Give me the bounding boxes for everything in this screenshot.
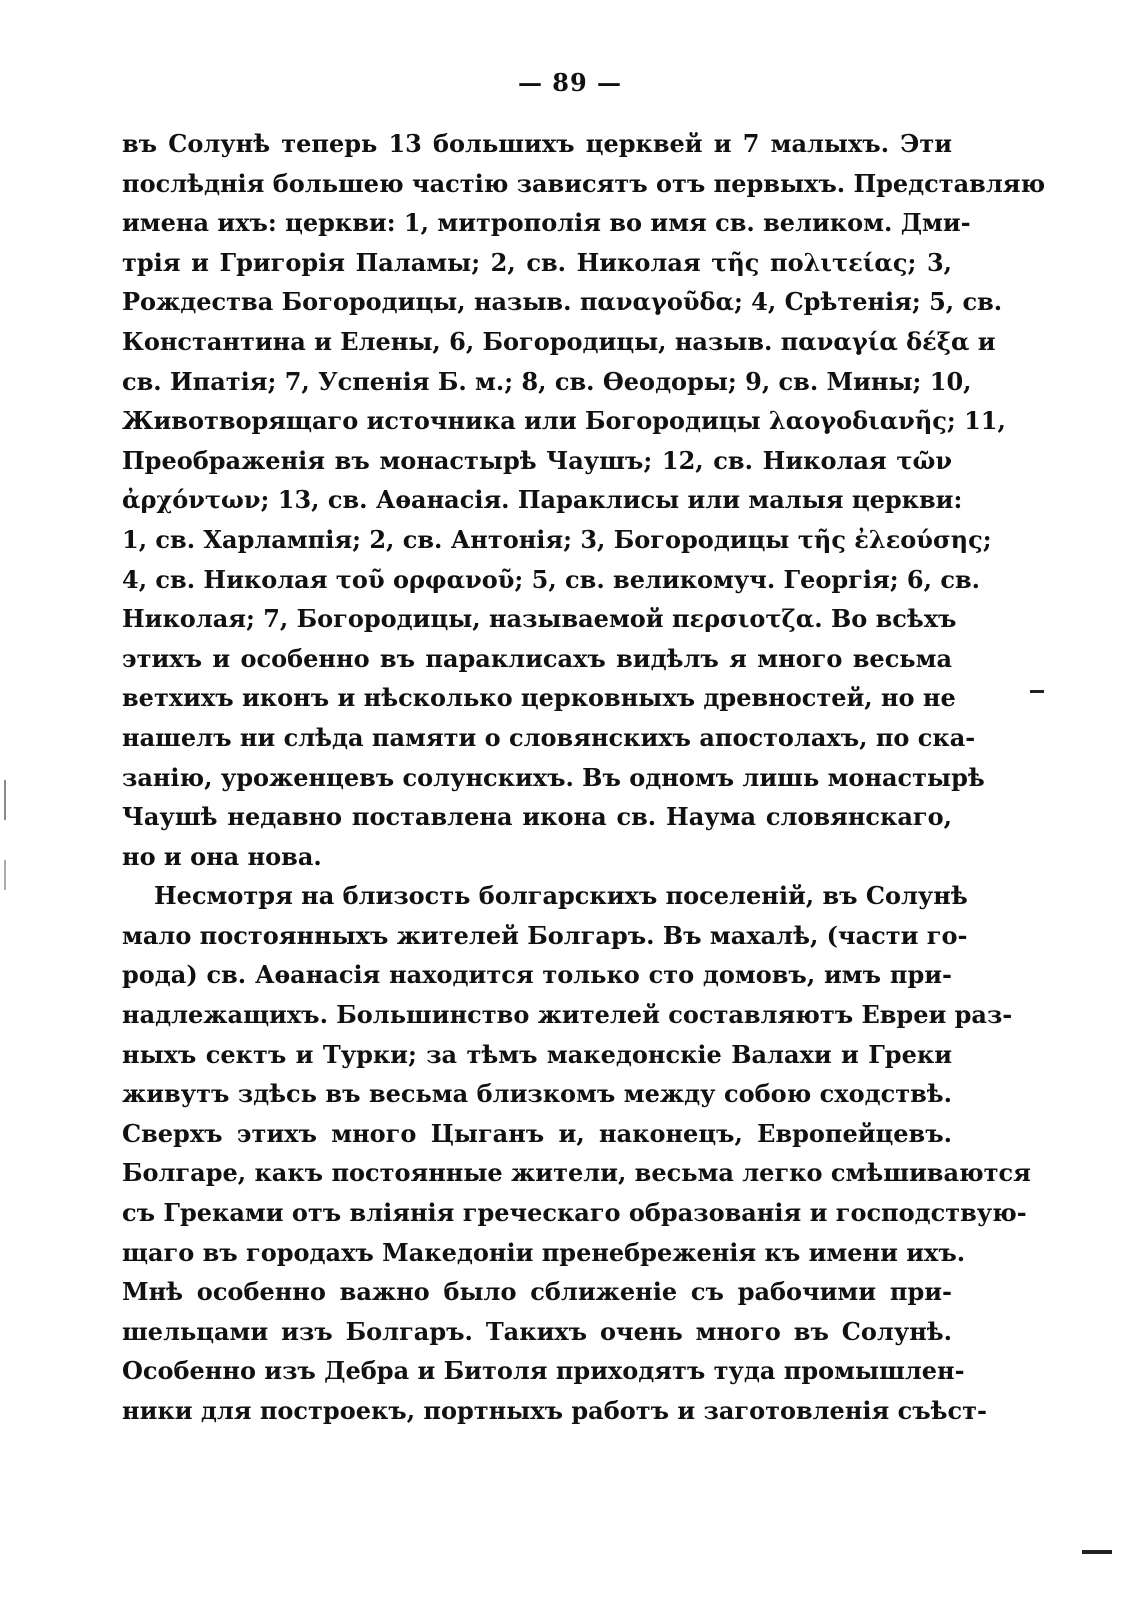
text-line: нашелъ ни слѣда памяти о словянскихъ апостолахъ, по ска-	[122, 722, 976, 752]
body-text	[122, 124, 1046, 1431]
text-line: занію, уроженцевъ солунскихъ. Въ одномъ лишь монастырѣ	[122, 762, 985, 792]
text-line: Преображенія въ монастырѣ Чаушъ; 12, св. Николая τῶν	[122, 445, 952, 475]
text-line: 4, св. Николая τοῦ ορφανοῦ; 5, св. великомуч. Георгія; 6, св.	[122, 564, 980, 594]
text-line: Чаушѣ недавно поставлена икона св. Наума словянскаго,	[122, 802, 952, 832]
text-line: живутъ здѣсь въ весьма близкомъ между собою сходствѣ.	[122, 1079, 952, 1109]
text-line: ἀρχόντων; 13, св. Аѳанасія. Параклисы или малыя церкви:	[122, 485, 963, 515]
text-line: Болгаре, какъ постоянные жители, весьма легко смѣшиваются	[122, 1158, 1031, 1188]
text-line: трія и Григорія Паламы; 2, св. Николая τῆς πολιτείας; 3,	[122, 247, 952, 277]
text-line: ветхихъ иконъ и нѣсколько церковныхъ древностей, но не	[122, 683, 956, 713]
scan-margin-mark	[1082, 1550, 1112, 1554]
page-number: — 89 —	[517, 68, 623, 97]
paragraph-1	[122, 124, 1046, 876]
text-line: Николая; 7, Богородицы, называемой περσιοτζα. Во всѣхъ	[122, 604, 957, 634]
paragraph-2	[122, 876, 1031, 1430]
text-line: 1, св. Харлампія; 2, св. Антонія; 3, Богородицы τῆς ἐλεούσης;	[122, 524, 992, 554]
text-line: надлежащихъ. Большинство жителей составляютъ Евреи раз-	[122, 1000, 1013, 1030]
text-line: Особенно изъ Дебра и Битоля приходятъ туда промышлен-	[122, 1356, 965, 1386]
text-line: щаго въ городахъ Македоніи пренебреженія къ имени ихъ.	[122, 1237, 966, 1267]
text-line: Сверхъ этихъ много Цыганъ и, наконецъ, Европейцевъ.	[122, 1118, 952, 1148]
text-line: но и она нова.	[122, 841, 322, 871]
text-line: Константина и Елены, 6, Богородицы, назыв. παναγία δέξα и	[122, 326, 996, 356]
text-line: мало постоянныхъ жителей Болгаръ. Въ махалѣ, (части го-	[122, 920, 968, 950]
text-line: въ Солунѣ теперь 13 большихъ церквей и 7 малыхъ. Эти	[122, 129, 952, 158]
text-line: съ Греками отъ вліянія греческаго образованія и господствую-	[122, 1198, 1027, 1228]
text-line: шельцами изъ Болгаръ. Такихъ очень много въ Солунѣ.	[122, 1316, 952, 1346]
text-line: Несмотря на близость болгарскихъ поселеній, въ Солунѣ	[154, 881, 968, 911]
text-line: ныхъ сектъ и Турки; за тѣмъ македонскіе Валахи и Греки	[122, 1039, 952, 1069]
text-line: послѣднія большею частію зависятъ отъ первыхъ. Представляю	[122, 168, 1046, 198]
scan-edge-mark	[4, 860, 6, 890]
text-line: св. Ипатія; 7, Успенія Б. м.; 8, св. Ѳеодоры; 9, св. Мины; 10,	[122, 366, 972, 396]
scan-margin-mark	[1030, 690, 1044, 693]
text-line: ники для построекъ, портныхъ работъ и заготовленія съѣст-	[122, 1396, 987, 1425]
text-line: имена ихъ: церкви: 1, митрополія во имя св. великом. Дми-	[122, 208, 971, 238]
text-line: Животворящаго источника или Богородицы λαογοδιανῆς; 11,	[122, 406, 1006, 436]
text-line: этихъ и особенно въ параклисахъ видѣлъ я много весьма	[122, 643, 952, 673]
scan-edge-mark	[4, 780, 6, 820]
text-line: рода) св. Аѳанасія находится только сто домовъ, имъ при-	[122, 960, 952, 990]
text-line: Рождества Богородицы, назыв. παναγοῦδα; 4, Срѣтенія; 5, св.	[122, 287, 1003, 317]
text-line: Мнѣ особенно важно было сближеніе съ рабочими при-	[122, 1277, 952, 1307]
